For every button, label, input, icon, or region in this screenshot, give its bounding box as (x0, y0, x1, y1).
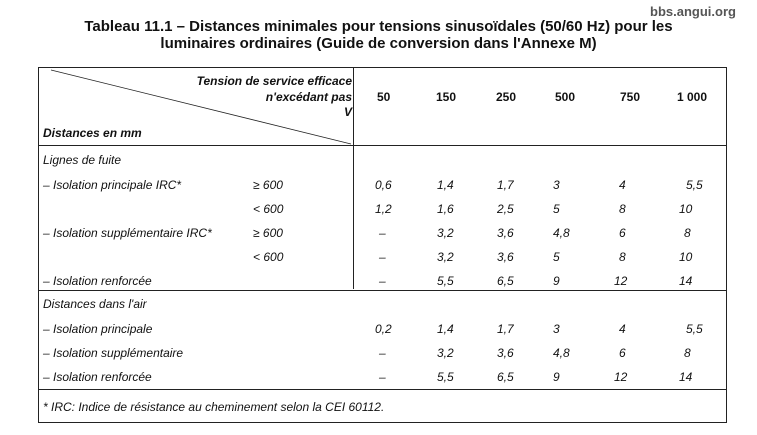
footnote-divider (39, 389, 726, 390)
watermark: bbs.angui.org (650, 4, 736, 19)
cell: 10 (679, 250, 693, 264)
cell: 6,5 (497, 274, 514, 288)
cell: 4 (619, 178, 626, 192)
row-condition: < 600 (253, 250, 284, 264)
cell: 3,6 (497, 250, 514, 264)
voltage-500: 500 (555, 90, 576, 104)
cell: 3,2 (437, 346, 454, 360)
row-label: – Isolation principale (43, 322, 153, 336)
cell: 6 (619, 346, 626, 360)
cell: 3,2 (437, 250, 454, 264)
cell: – (379, 274, 386, 288)
cell: 1,2 (375, 202, 392, 216)
section-clearance-title: Distances dans l'air (43, 297, 147, 311)
voltage-750: 750 (620, 90, 641, 104)
cell: 4,8 (553, 346, 570, 360)
cell: 8 (684, 226, 691, 240)
cell: 6,5 (497, 370, 514, 384)
header-tension-line1: Tension de service efficace (196, 74, 352, 88)
title-line-1: Tableau 11.1 – Distances minimales pour tensions sinusoïdales (50/60 Hz) pour les (84, 18, 673, 35)
cell: 0,6 (375, 178, 392, 192)
cell: 3 (553, 178, 560, 192)
row-label: – Isolation supplémentaire IRC* (43, 226, 212, 240)
section-creepage-title: Lignes de fuite (43, 153, 122, 167)
cell: 9 (553, 274, 560, 288)
cell: 8 (619, 250, 626, 264)
voltage-1000: 1 000 (677, 90, 708, 104)
cell: 5 (553, 250, 560, 264)
row-condition: ≥ 600 (253, 178, 283, 192)
cell: 1,4 (437, 178, 454, 192)
cell: 4 (619, 322, 626, 336)
cell: 1,4 (437, 322, 454, 336)
cell: 2,5 (497, 202, 514, 216)
cell: – (379, 226, 386, 240)
cell: 5,5 (686, 178, 703, 192)
cell: 10 (679, 202, 693, 216)
cell: 1,7 (497, 322, 514, 336)
title-line-2: luminaires ordinaires (Guide de conversion dans l'Annexe M) (160, 35, 597, 52)
cell: 3,6 (497, 346, 514, 360)
cell: 14 (679, 274, 693, 288)
cell: 9 (553, 370, 560, 384)
cell: – (379, 346, 386, 360)
cell: 1,7 (497, 178, 514, 192)
cell: 5,5 (437, 370, 454, 384)
cell: 4,8 (553, 226, 570, 240)
row-label: – Isolation supplémentaire (43, 346, 184, 360)
cell: 0,2 (375, 322, 392, 336)
voltage-50: 50 (377, 90, 391, 104)
cell: 3,2 (437, 226, 454, 240)
cell: 5,5 (686, 322, 703, 336)
row-label: – Isolation principale IRC* (43, 178, 182, 192)
cell: – (379, 250, 386, 264)
footnote: * IRC: Indice de résistance au cheminement selon la CEI 60112. (43, 400, 385, 414)
cell: 14 (679, 370, 693, 384)
table-title (0, 18, 757, 52)
cell: 6 (619, 226, 626, 240)
cell: 3 (553, 322, 560, 336)
cell: 1,6 (437, 202, 454, 216)
cell: 12 (614, 370, 628, 384)
row-label: – Isolation renforcée (43, 274, 152, 288)
cell: 8 (619, 202, 626, 216)
cell: – (379, 370, 386, 384)
cell: 12 (614, 274, 628, 288)
cell: 5,5 (437, 274, 454, 288)
header-tension-unit: V (343, 105, 352, 119)
voltage-150: 150 (436, 90, 457, 104)
row-label: – Isolation renforcée (43, 370, 152, 384)
header-distances: Distances en mm (43, 126, 142, 140)
section-divider (39, 290, 726, 291)
cell: 8 (684, 346, 691, 360)
row-condition: ≥ 600 (253, 226, 283, 240)
header-tension-line2: n'excédant pas (265, 90, 352, 104)
distance-table (38, 67, 727, 423)
voltage-250: 250 (496, 90, 517, 104)
row-condition: < 600 (253, 202, 284, 216)
cell: 5 (553, 202, 560, 216)
cell: 3,6 (497, 226, 514, 240)
